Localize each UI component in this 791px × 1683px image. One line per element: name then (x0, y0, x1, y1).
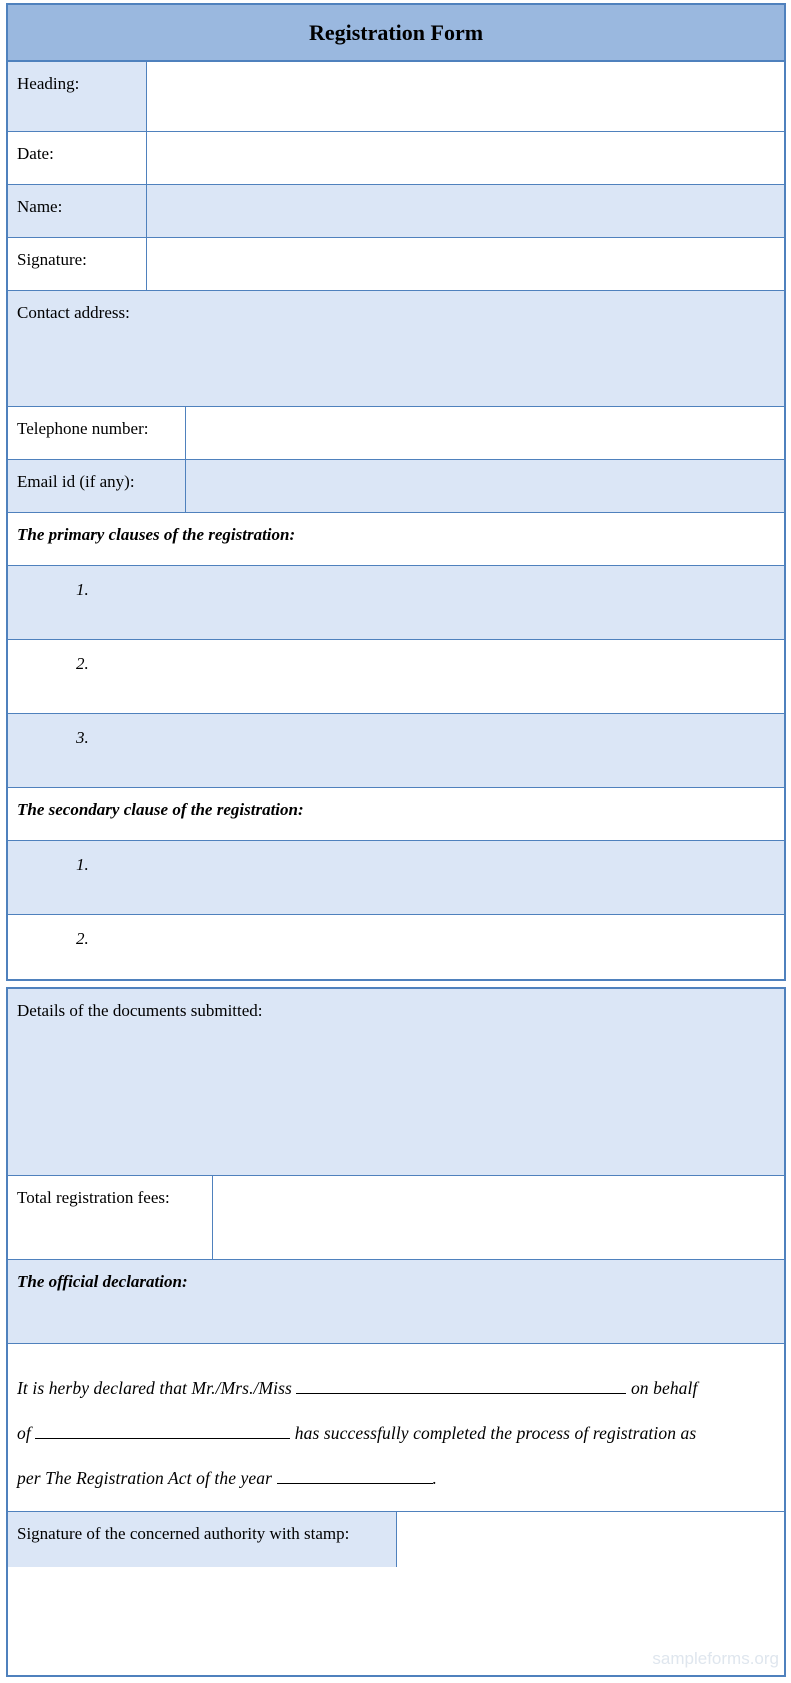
date-label: Date: (8, 132, 147, 184)
secondary-clause-number: 1. (76, 855, 89, 874)
secondary-clause-item[interactable] (8, 914, 784, 986)
behalf-of-blank[interactable] (35, 1416, 290, 1439)
act-year-blank[interactable] (277, 1461, 433, 1484)
authority-signature-label: Signature of the concerned authority with stamp: (8, 1512, 397, 1567)
official-declaration-heading: The official declaration: (17, 1272, 188, 1291)
primary-clause-number: 2. (76, 654, 89, 673)
email-label: Email id (if any): (8, 460, 186, 512)
secondary-clause-number: 2. (76, 929, 89, 948)
declaration-text (8, 1344, 784, 1511)
fees-input[interactable] (213, 1176, 784, 1259)
primary-clause-item[interactable] (8, 565, 784, 639)
contact-address-row[interactable] (8, 290, 784, 406)
contact-address-label: Contact address: (17, 303, 130, 322)
fees-row (8, 1175, 784, 1259)
secondary-clauses-heading: The secondary clause of the registration: (17, 800, 304, 819)
declaration-part5: per The Registration Act of the year (17, 1468, 273, 1488)
telephone-row (8, 406, 784, 459)
fees-label: Total registration fees: (8, 1176, 213, 1259)
authority-signature-row (8, 1511, 784, 1567)
telephone-input[interactable] (186, 407, 784, 459)
primary-clause-item[interactable] (8, 639, 784, 713)
heading-row (8, 62, 784, 131)
primary-clause-number: 1. (76, 580, 89, 599)
watermark: sampleforms.org (652, 1649, 779, 1668)
signature-label: Signature: (8, 238, 147, 290)
declaration-part2: on behalf (630, 1378, 698, 1398)
name-label: Name: (8, 185, 147, 237)
primary-clauses-heading-row (8, 512, 784, 565)
official-declaration-row (8, 1259, 784, 1343)
date-row (8, 131, 784, 184)
declarant-name-blank[interactable] (296, 1371, 626, 1394)
secondary-clauses-heading-row (8, 787, 784, 840)
registration-form-table (6, 3, 786, 981)
documents-row[interactable] (8, 989, 784, 1175)
name-row (8, 184, 784, 237)
telephone-label: Telephone number: (8, 407, 186, 459)
name-input[interactable] (147, 185, 784, 237)
declaration-row (8, 1343, 784, 1511)
secondary-clause-item[interactable] (8, 840, 784, 914)
documents-declaration-table (6, 987, 786, 1677)
declaration-part6: . (432, 1468, 438, 1488)
declaration-part3: of (17, 1423, 31, 1443)
authority-signature-input[interactable] (397, 1512, 784, 1567)
primary-clauses-heading: The primary clauses of the registration: (17, 525, 296, 544)
signature-row (8, 237, 784, 290)
email-row (8, 459, 784, 512)
email-input[interactable] (186, 460, 784, 512)
heading-input[interactable] (147, 62, 784, 131)
primary-clause-number: 3. (76, 728, 89, 747)
declaration-part4: has successfully completed the process of registration as (294, 1423, 697, 1443)
documents-label: Details of the documents submitted: (17, 1001, 263, 1020)
date-input[interactable] (147, 132, 784, 184)
declaration-part1: It is herby declared that Mr./Mrs./Miss (17, 1378, 292, 1398)
form-title: Registration Form (8, 5, 784, 62)
primary-clause-item[interactable] (8, 713, 784, 787)
signature-input[interactable] (147, 238, 784, 290)
heading-label: Heading: (8, 62, 147, 131)
